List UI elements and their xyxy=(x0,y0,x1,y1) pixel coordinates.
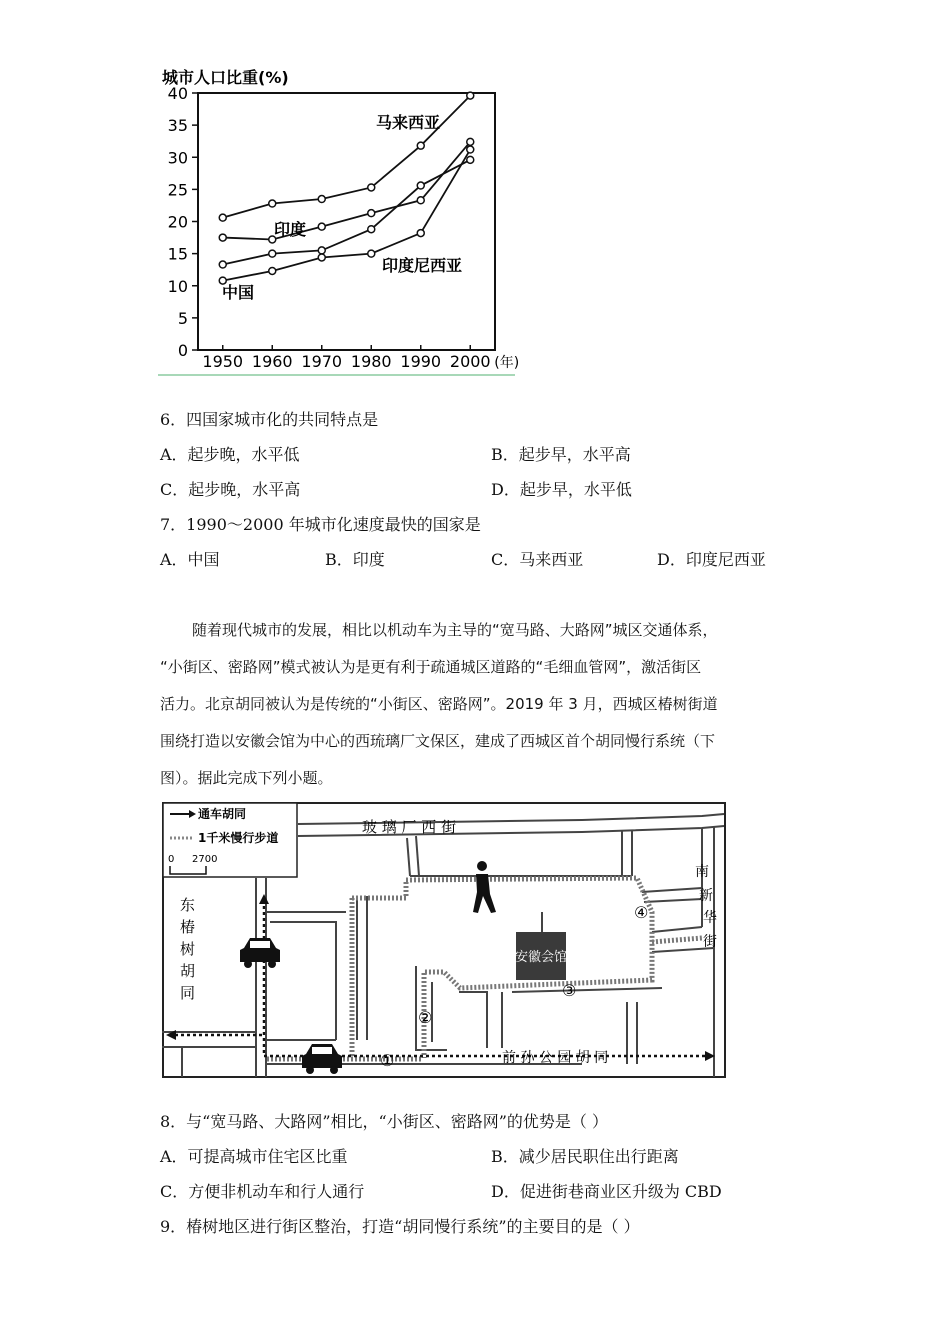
q9-stem: 9．椿树地区进行街区整治，打造“胡同慢行系统”的主要目的是（ ） xyxy=(160,1217,640,1236)
series-label-malaysia: 马来西亚 xyxy=(376,113,441,132)
urbanization-line-chart xyxy=(150,65,530,385)
q6-option-c[interactable]: C．起步晚，水平高 xyxy=(160,480,301,499)
series-label-india: 印度 xyxy=(274,220,307,239)
street-top: 玻 璃 厂 西 街 xyxy=(362,818,457,836)
data-point xyxy=(368,184,375,191)
scale-zero: 0 xyxy=(168,854,175,865)
data-point xyxy=(467,146,474,153)
data-point xyxy=(368,250,375,257)
data-point xyxy=(219,234,226,241)
data-point xyxy=(417,142,424,149)
passage xyxy=(160,612,800,797)
q7-option-b[interactable]: B．印度 xyxy=(325,550,385,569)
x-tick-label: 1950 xyxy=(202,352,244,371)
street-right-char: 街 xyxy=(703,934,717,950)
y-tick-label: 15 xyxy=(167,244,188,264)
q7-option-d[interactable]: D．印度尼西亚 xyxy=(657,550,766,569)
q8-option-c[interactable]: C．方便非机动车和行人通行 xyxy=(160,1182,365,1201)
street-left-char: 同 xyxy=(180,984,196,1002)
y-tick-label: 30 xyxy=(167,148,188,168)
chart-ylabel: 城市人口比重(%) xyxy=(162,68,289,87)
q8-option-a[interactable]: A．可提高城市住宅区比重 xyxy=(160,1147,348,1166)
point-4: ④ xyxy=(634,903,649,922)
street-left-char: 树 xyxy=(180,940,196,958)
series-line xyxy=(223,142,471,240)
y-tick-label: 5 xyxy=(177,308,188,328)
data-point xyxy=(318,223,325,230)
plot-frame xyxy=(198,93,495,350)
anhui-guild-hall-label: 安徽会馆 xyxy=(514,950,568,965)
y-tick-label: 10 xyxy=(167,276,188,296)
q6-option-d[interactable]: D．起步早，水平低 xyxy=(491,480,632,499)
passage-line: 活力。北京胡同被认为是传统的“小街区、密路网”。2019 年 3 月，西城区椿树街道 xyxy=(160,695,718,713)
chart-axes xyxy=(168,84,520,371)
q7-option-c[interactable]: C．马来西亚 xyxy=(491,550,584,569)
x-tick-label: 1970 xyxy=(301,352,343,371)
data-point xyxy=(318,196,325,203)
passage-line: 围绕打造以安徽会馆为中心的西琉璃厂文保区，建成了西城区首个胡同慢行系统（下 xyxy=(160,732,716,750)
data-point xyxy=(219,261,226,268)
passage-line: 随着现代城市的发展，相比以机动车为主导的“宽马路、大路网”城区交通体系， xyxy=(192,621,718,639)
x-tick-label: 1990 xyxy=(400,352,442,371)
point-1: ① xyxy=(380,1051,395,1070)
q8-stem: 8．与“宽马路、大路网”相比，“小街区、密路网”的优势是（ ） xyxy=(160,1112,608,1131)
scale-value: 2700 xyxy=(192,854,218,865)
q8-option-d[interactable]: D．促进街巷商业区升级为 CBD xyxy=(491,1182,722,1201)
street-left-char: 椿 xyxy=(180,918,196,936)
y-tick-label: 25 xyxy=(167,180,188,200)
series-label-china: 中国 xyxy=(222,283,255,302)
data-point xyxy=(467,92,474,99)
y-tick-label: 40 xyxy=(167,84,188,103)
q6-option-a[interactable]: A．起步晚，水平低 xyxy=(160,445,300,464)
y-tick-label: 20 xyxy=(167,212,188,232)
legend-road-label: 通车胡同 xyxy=(198,807,247,821)
data-point xyxy=(368,226,375,233)
data-point xyxy=(417,230,424,237)
street-left xyxy=(180,896,195,1002)
street-right-char: 华 xyxy=(703,910,717,926)
data-point xyxy=(467,138,474,145)
passage-line: “小街区、密路网”模式被认为是更有利于疏通城区道路的“毛细血管网”，激活街区 xyxy=(160,658,702,676)
q7-option-a[interactable]: A．中国 xyxy=(160,550,220,569)
q8-option-b[interactable]: B．减少居民职住出行距离 xyxy=(491,1147,679,1166)
series-label-indonesia: 印度尼西亚 xyxy=(382,256,463,275)
data-point xyxy=(417,197,424,204)
street-right-char: 南 xyxy=(695,864,709,880)
data-point xyxy=(318,254,325,261)
x-unit-label: (年) xyxy=(494,355,520,371)
hutong-slow-traffic-map xyxy=(162,802,726,1078)
x-tick-label: 2000 xyxy=(449,352,491,371)
data-point xyxy=(417,182,424,189)
x-tick-label: 1980 xyxy=(350,352,392,371)
q6-option-b[interactable]: B．起步早，水平高 xyxy=(491,445,631,464)
q6-stem: 6．四国家城市化的共同特点是 xyxy=(160,410,379,429)
y-tick-label: 35 xyxy=(167,116,188,136)
map-legend xyxy=(163,803,297,877)
street-left-char: 胡 xyxy=(180,962,196,980)
data-point xyxy=(467,156,474,163)
x-tick-label: 1960 xyxy=(251,352,293,371)
data-point xyxy=(219,214,226,221)
data-point xyxy=(269,267,276,274)
point-3: ③ xyxy=(562,981,577,1000)
street-bottom: 前 孙 公 园 胡 同 xyxy=(502,1050,609,1066)
street-left-char: 东 xyxy=(180,896,196,914)
passage-line: 图）。据此完成下列小题。 xyxy=(160,769,333,787)
legend-walk-label: 1千米慢行步道 xyxy=(198,831,279,845)
data-point xyxy=(269,250,276,257)
point-2: ② xyxy=(418,1008,433,1027)
y-tick-label: 0 xyxy=(177,341,188,360)
data-point xyxy=(269,200,276,207)
street-right-char: 新 xyxy=(699,888,713,904)
q7-stem: 7．1990～2000 年城市化速度最快的国家是 xyxy=(160,515,481,534)
data-point xyxy=(318,247,325,254)
data-point xyxy=(368,210,375,217)
